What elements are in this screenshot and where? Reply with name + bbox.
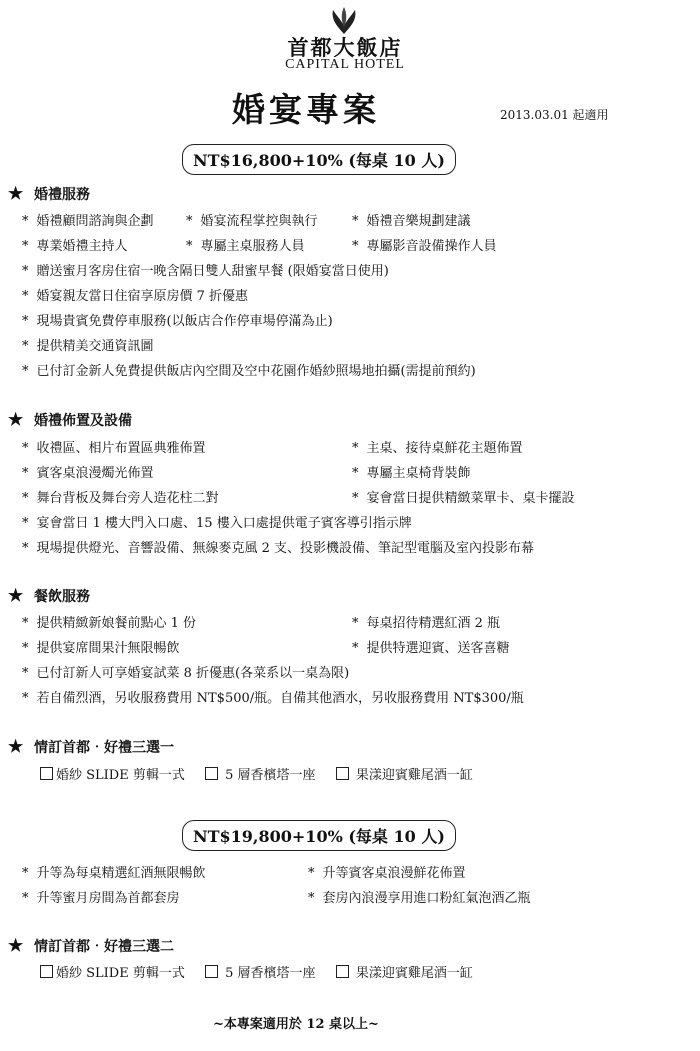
effective-date: 2013.03.01 起適用 <box>500 108 609 122</box>
list-item: * 贈送蜜月客房住宿一晚含隔日雙人甜蜜早餐 (限婚宴當日使用) <box>22 264 389 279</box>
gift-option[interactable]: 果漾迎賓雞尾酒一缸 <box>336 764 473 783</box>
checkbox-icon[interactable] <box>205 767 218 780</box>
star-icon: ★ <box>8 184 24 204</box>
checkbox-icon[interactable] <box>336 767 349 780</box>
list-item: * 提供宴席間果汁無限暢飲 <box>22 641 180 656</box>
list-item: * 收禮區、相片布置區典雅佈置 <box>22 441 206 456</box>
list-item: * 已付訂金新人免費提供飯店內空間及空中花園作婚紗照場地拍攝(需提前預約) <box>22 364 476 379</box>
list-item: * 專屬主桌椅背裝飾 <box>352 466 471 481</box>
list-item: * 現場貴賓免費停車服務(以飯店合作停車場停滿為止) <box>22 314 333 329</box>
plan2-price: NT$19,800+10% (每桌 10 人) <box>182 820 456 851</box>
gift-options <box>40 962 489 981</box>
list-item: * 專屬影音設備操作人員 <box>352 239 497 254</box>
list-item: * 升等蜜月房間為首都套房 <box>22 891 180 906</box>
star-icon: ★ <box>8 586 24 606</box>
brand-name-english: CAPITAL HOTEL <box>285 57 405 72</box>
section-title: 婚禮服務 <box>34 187 90 203</box>
list-item: * 升等賓客桌浪漫鮮花佈置 <box>308 866 466 881</box>
list-item: * 每桌招待精選紅酒 2 瓶 <box>352 616 501 631</box>
list-item: * 提供精緻新娘餐前點心 1 份 <box>22 616 197 631</box>
checkbox-icon[interactable] <box>40 767 53 780</box>
list-item: * 婚禮顧問諮詢與企劃 <box>22 214 154 229</box>
section-heading <box>8 586 90 606</box>
checkbox-icon[interactable] <box>40 965 53 978</box>
gift-option[interactable]: 5 層香檳塔一座 <box>205 962 316 981</box>
plan1-price: NT$16,800+10% (每桌 10 人) <box>182 144 456 175</box>
list-item: * 現場提供燈光、音響設備、無線麥克風 2 支、投影機設備、筆記型電腦及室內投影布幕 <box>22 541 535 556</box>
list-item: * 套房內浪漫享用進口粉紅氣泡酒乙瓶 <box>308 891 531 906</box>
list-item: * 升等為每桌精選紅酒無限暢飲 <box>22 866 206 881</box>
list-item: * 主桌、接待桌鮮花主題佈置 <box>352 441 523 456</box>
list-item: * 若自備烈酒，另收服務費用 NT$500/瓶。自備其他酒水，另收服務費用 NT$300/瓶 <box>22 691 524 706</box>
checkbox-icon[interactable] <box>205 965 218 978</box>
section-heading <box>8 936 174 956</box>
list-item: * 舞台背板及舞台旁人造花柱二對 <box>22 491 219 506</box>
star-icon: ★ <box>8 410 24 430</box>
list-item: * 婚禮音樂規劃建議 <box>352 214 471 229</box>
list-item: * 宴會當日 1 樓大門入口處、15 樓入口處提供電子賓客導引指示牌 <box>22 516 412 531</box>
list-item: * 婚宴親友當日住宿享原房價 7 折優惠 <box>22 289 249 304</box>
page-title: 婚宴專案 <box>232 90 380 129</box>
gift-options <box>40 764 489 783</box>
brand-name-chinese: 首都大飯店 <box>287 35 403 60</box>
section-title: 情訂首都‧好禮三選二 <box>34 939 174 955</box>
section-title: 餐飲服務 <box>34 589 90 605</box>
list-item: * 宴會當日提供精緻菜單卡、桌卡擺設 <box>352 491 575 506</box>
list-item: * 已付訂新人可享婚宴試菜 8 折優惠(各菜系以一桌為限) <box>22 666 350 681</box>
gift-option[interactable]: 婚紗 SLIDE 剪輯一式 <box>40 764 185 783</box>
list-item: * 提供特選迎賓、送客喜糖 <box>352 641 510 656</box>
list-item: * 賓客桌浪漫燭光佈置 <box>22 466 154 481</box>
list-item: * 專業婚禮主持人 <box>22 239 128 254</box>
gift-option[interactable]: 5 層香檳塔一座 <box>205 764 316 783</box>
section-title: 情訂首都‧好禮三選一 <box>34 740 174 756</box>
section-heading <box>8 737 174 757</box>
footer-note: ~本專案適用於 12 桌以上~ <box>213 1017 379 1032</box>
list-item: * 婚宴流程掌控與執行 <box>186 214 318 229</box>
gift-option[interactable]: 果漾迎賓雞尾酒一缸 <box>336 962 473 981</box>
star-icon: ★ <box>8 936 24 956</box>
section-heading <box>8 184 90 204</box>
gift-option[interactable]: 婚紗 SLIDE 剪輯一式 <box>40 962 185 981</box>
star-icon: ★ <box>8 737 24 757</box>
section-title: 婚禮佈置及設備 <box>34 413 132 429</box>
list-item: * 提供精美交通資訊圖 <box>22 339 154 354</box>
section-heading <box>8 410 132 430</box>
checkbox-icon[interactable] <box>336 965 349 978</box>
list-item: * 專屬主桌服務人員 <box>186 239 305 254</box>
